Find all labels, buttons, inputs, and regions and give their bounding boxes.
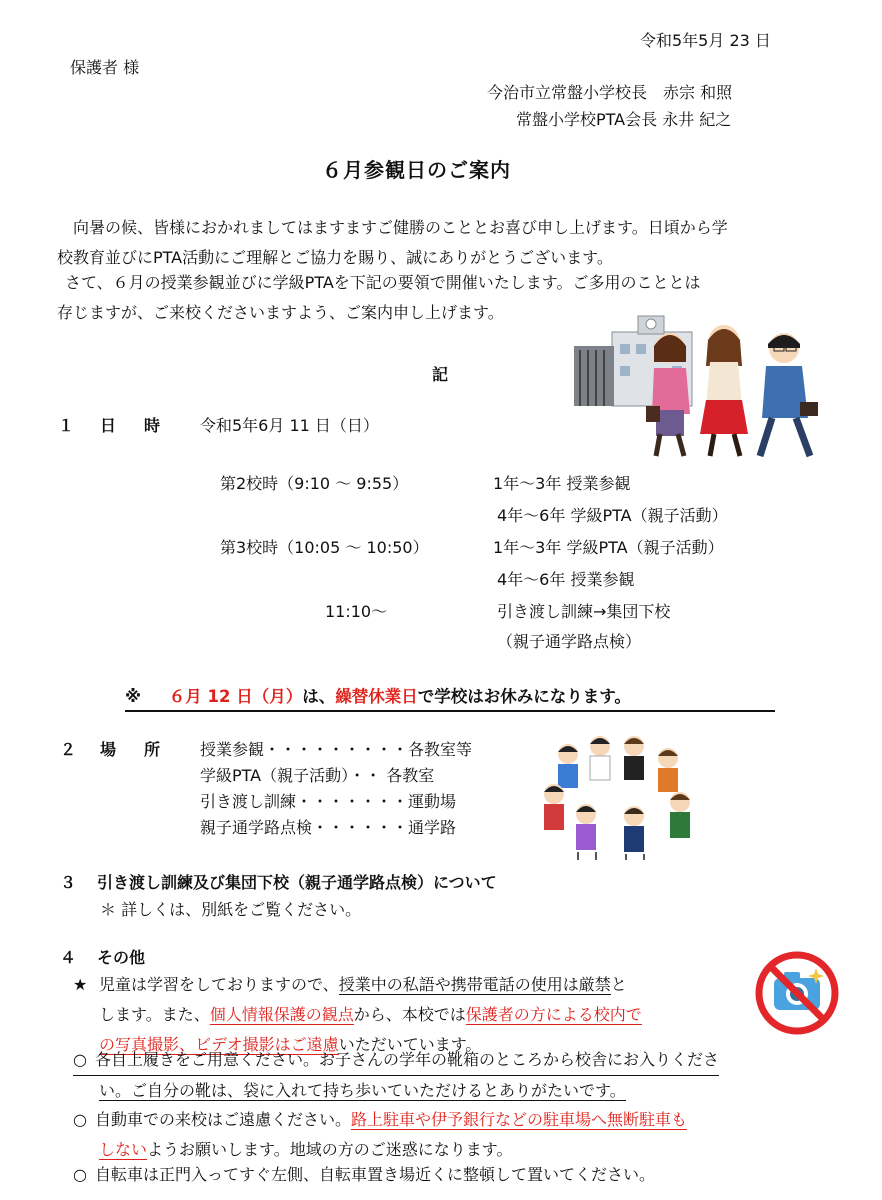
item-4-text-a: 自転車は正門入ってすぐ左側、自転車置き場近くに整頓して置いてください。 — [95, 1165, 656, 1184]
item-2-text-a: 各自上履きをご用意ください。お子さんの学年の靴箱のところから校舎にお入りくださ — [95, 1050, 720, 1069]
intro-p2-line2: 存じますが、ご来校くださいますよう、ご案内申し上げます。 — [57, 303, 504, 322]
section-1-number: １ — [58, 416, 75, 435]
section-3-number: ３ — [60, 873, 77, 892]
item-2-mark: ○ — [73, 1050, 87, 1069]
document-date: 令和5年5月 23 日 — [640, 31, 771, 50]
schedule-time-1: 第2校時（9:10 ～ 9:55） — [220, 474, 409, 493]
item-1-text-e: 個人情報保護の観点 — [209, 1005, 354, 1024]
item-3-text-b: 路上駐車や伊予銀行などの駐車場へ無断駐車も — [351, 1110, 688, 1129]
item-1-text-d: します。また、 — [99, 1005, 210, 1024]
intro-p1-line2: 校教育並びにPTA活動にご理解とご協力を賜り、誠にありがとうございます。 — [57, 248, 613, 267]
item-3-mark: ○ — [73, 1110, 87, 1129]
place-item-3: 引き渡し訓練・・・・・・・運動場 — [200, 792, 457, 811]
item-4-mark: ○ — [73, 1165, 87, 1184]
holiday-notice — [125, 689, 775, 712]
intro-p2-line1: さて、６月の授業参観並びに学級PTAを下記の要領で開催いたします。ご多用のこととは — [65, 273, 701, 292]
sender-pta: 常盤小学校PTA会長 永井 紀之 — [516, 110, 732, 129]
notice-wa: は、 — [302, 687, 336, 706]
schedule-time-3: 第3校時（10:05 ～ 10:50） — [220, 538, 429, 557]
ki-marker: 記 — [432, 365, 449, 384]
schedule-activity-1: 1年～3年 授業参観 — [493, 474, 631, 493]
item-2-text-b: い。ご自分の靴は、袋に入れて持ち歩いていただけるとありがたいです。 — [99, 1081, 626, 1100]
notice-holiday: 繰替休業日 — [335, 687, 418, 706]
section-2-number: ２ — [60, 740, 77, 759]
parents-visiting-school-illustration — [572, 310, 834, 462]
other-item-3 — [73, 1105, 843, 1165]
pta-meeting-illustration — [538, 732, 698, 862]
other-item-4 — [73, 1160, 843, 1190]
item-1-mark: ★ — [73, 975, 88, 994]
schedule-activity-3: 1年～3年 学級PTA（親子活動） — [493, 538, 724, 557]
item-1-text-c: と — [610, 975, 627, 994]
sender-principal: 今治市立常盤小学校長 赤宗 和照 — [487, 83, 733, 102]
section-3-note: ＊ 詳しくは、別紙をご覧ください。 — [100, 900, 362, 919]
intro-paragraph-1 — [57, 213, 832, 273]
item-1-text-f: から、本校では — [353, 1005, 466, 1024]
item-1-text-b: 授業中の私語や携帯電話の使用は厳禁 — [338, 975, 611, 994]
section-3-title: 引き渡し訓練及び集団下校（親子通学路点検）について — [97, 873, 497, 892]
recipient: 保護者 様 — [70, 58, 140, 77]
other-item-2 — [73, 1045, 843, 1106]
no-camera-icon — [754, 950, 840, 1036]
item-1-text-a: 児童は学習をしておりますので、 — [99, 975, 339, 994]
schedule-activity-6: （親子通学路点検） — [497, 632, 642, 651]
schedule-activity-2: 4年～6年 学級PTA（親子活動） — [497, 506, 728, 525]
section-1-date: 令和5年6月 11 日（日） — [200, 416, 379, 435]
notice-date: ６月 12 日（月） — [168, 687, 303, 706]
section-4-title: その他 — [97, 948, 146, 967]
place-item-2: 学級PTA（親子活動）・・ 各教室 — [200, 766, 435, 785]
item-1-text-g: 保護者の方による校内で — [465, 1005, 642, 1024]
item-3-text-a: 自動車での来校はご遠慮ください。 — [95, 1110, 352, 1129]
schedule-activity-4: 4年～6年 授業参観 — [497, 570, 635, 589]
schedule-time-5: 11:10～ — [325, 602, 388, 621]
item-3-text-c: しない — [99, 1140, 148, 1159]
place-item-4: 親子通学路点検・・・・・・通学路 — [200, 818, 457, 837]
section-2-label: 場 所 — [100, 740, 167, 759]
place-item-1: 授業参観・・・・・・・・・各教室等 — [200, 740, 473, 759]
notice-mark: ※ — [125, 687, 142, 706]
item-1-text-h: の写真撮影、ビデオ撮影はご遠慮 — [99, 1035, 339, 1054]
schedule-activity-5: 引き渡し訓練→集団下校 — [497, 602, 671, 621]
item-3-text-d: ようお願いします。地域の方のご迷惑になります。 — [147, 1140, 513, 1159]
section-1-label: 日 時 — [100, 416, 167, 435]
intro-p1-line1: 向暑の候、皆様におかれましてはますますご健勝のこととお喜び申し上げます。日頃から学 — [73, 218, 728, 237]
item-1-text-i: いただいています。 — [338, 1035, 482, 1054]
section-4-number: ４ — [60, 948, 77, 967]
page-title: ６月参観日のご案内 — [322, 158, 511, 182]
notice-rest: で学校はお休みになります。 — [417, 687, 631, 706]
